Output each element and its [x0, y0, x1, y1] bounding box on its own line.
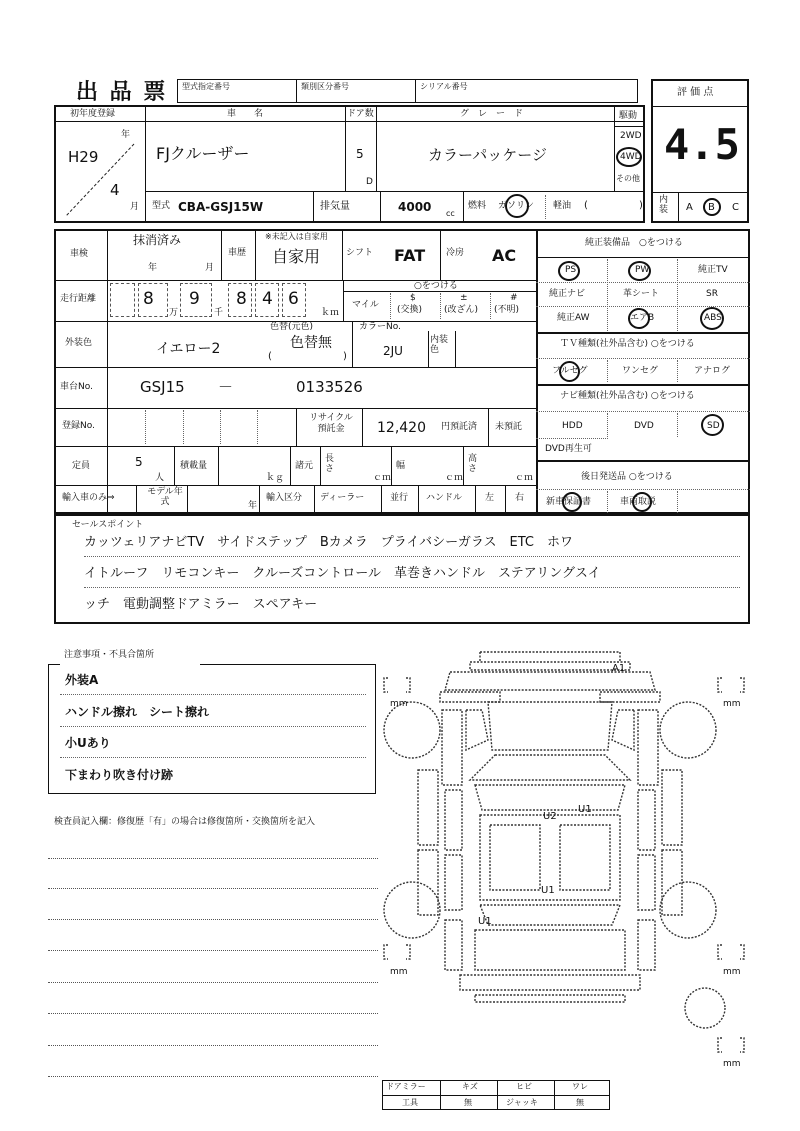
width-unit: ｃｍ	[445, 473, 464, 483]
tv-fullseg: フルセグ	[552, 366, 588, 376]
inspection-month-unit: 月	[205, 263, 215, 273]
mark-u2: U2	[543, 811, 557, 822]
equip-abs-circle	[700, 307, 724, 330]
grade-value: カラーパッケージ	[428, 146, 547, 164]
equip-ps: PS	[565, 265, 577, 275]
tv-title: ＴＶ種類(社外品含む) ○をつける	[560, 339, 695, 349]
fuel-paren-close: )	[639, 200, 643, 211]
height-label: 高さ	[468, 454, 478, 474]
car-damage-diagram	[380, 640, 760, 1080]
legend-crack: ヒビ	[516, 1082, 532, 1091]
mm-front-left: mm	[390, 699, 408, 709]
legend-break: ワレ	[572, 1082, 588, 1091]
month-unit: 月	[130, 202, 140, 212]
tv-oneseg: ワンセグ	[622, 366, 659, 376]
inspector-label: 検査員記入欄：修復歴「有」の場合は修復箇所・交換箇所を記入	[54, 817, 316, 827]
color-paren-close: )	[343, 351, 347, 362]
model-year-label: モデル年式	[147, 487, 183, 507]
mileage-label: 走行距離	[60, 294, 97, 304]
ac-value: AC	[492, 246, 517, 265]
fuel-label: 燃料	[468, 201, 487, 211]
drive-2wd: 2WD	[620, 131, 642, 141]
width-label: 幅	[396, 461, 406, 471]
sales-line-1: カッツェリアナビTV サイドステップ Bカメラ プライバシーガラス ETC ホワ	[84, 535, 573, 550]
import-dealer: ディーラー	[320, 493, 365, 503]
import-parallel: 並行	[390, 493, 409, 503]
equip-airbag-circle	[628, 308, 650, 329]
chassis-dash: －	[218, 378, 234, 396]
doors-label: ドア数	[347, 109, 374, 119]
nav-sd: SD	[707, 421, 720, 431]
color-paren-open: (	[268, 351, 272, 362]
interior-a: A	[686, 202, 693, 213]
nav-hdd: HDD	[562, 421, 583, 431]
model-label: 型式	[152, 201, 171, 211]
equip-aw: 純正AW	[557, 313, 590, 323]
inspection-value: 抹消済み	[133, 233, 182, 247]
color-no-value: 2JU	[383, 344, 403, 358]
import-label: 輸入車のみ⇒	[62, 493, 115, 503]
fuel-diesel: 軽油	[553, 201, 572, 211]
mark-u1-roof: U1	[578, 804, 592, 815]
drive-4wd-circle	[616, 147, 642, 167]
legend-jack: ジャッキ	[506, 1098, 538, 1107]
ac-label: 冷房	[446, 248, 465, 258]
ext-color-value: イエロー2	[156, 341, 221, 357]
drive-other: その他	[616, 174, 640, 183]
note-line-2: ハンドル擦れ シート擦れ	[65, 705, 210, 719]
equip-abs: ABS	[704, 313, 722, 323]
sales-line-3: ッチ 電動調整ドアミラー スペアキー	[84, 597, 318, 612]
height-unit: ｃｍ	[515, 473, 534, 483]
door-suffix: D	[366, 177, 373, 187]
eval-score: 4.5	[664, 120, 740, 169]
drive-label: 駆動	[619, 111, 638, 121]
history-note: ※未記入は自家用	[265, 232, 328, 241]
mileage-digit-1: 8	[143, 289, 154, 309]
circle-note: ○をつける	[414, 281, 458, 291]
unknown-option: (不明)	[494, 305, 520, 315]
docs-warranty-circle	[562, 492, 582, 512]
legend-scratch: キズ	[462, 1082, 478, 1091]
capacity-unit: 人	[155, 473, 165, 483]
chassis-prefix: GSJ15	[140, 378, 185, 396]
tv-fullseg-circle	[559, 361, 580, 382]
first-reg-month: 4	[110, 181, 120, 199]
mm-front-right: mm	[723, 699, 741, 709]
chassis-label: 車台No.	[60, 382, 93, 392]
model-code-label: 型式指定番号	[182, 82, 230, 91]
equipment-title: 純正装備品 ○をつける	[585, 238, 683, 248]
docs-title: 後日発送品 ○をつける	[581, 472, 673, 482]
dims-label: 諸元	[295, 461, 314, 471]
mark-a1: A1	[612, 663, 626, 674]
import-class-label: 輸入区分	[266, 493, 303, 503]
mark-u1-rear: U1	[541, 885, 555, 896]
inspection-label: 車検	[70, 249, 89, 259]
unit-km: ｋｍ	[321, 308, 340, 318]
note-line-4: 下まわり吹き付け跡	[65, 768, 174, 782]
mm-rear-right: mm	[723, 967, 741, 977]
displacement-value: 4000	[398, 200, 432, 214]
code-strip	[177, 79, 638, 103]
docs-manual: 車両取説	[620, 497, 657, 507]
history-value: 自家用	[272, 247, 321, 266]
length-unit: ｃｍ	[373, 473, 392, 483]
form-title: 出 品 票	[76, 80, 168, 105]
displacement-unit: cc	[446, 209, 455, 218]
fuel-gas: ガソリン	[498, 201, 535, 211]
recycle-unit: 円預託済	[441, 422, 478, 432]
recycle-value: 12,420	[377, 420, 426, 436]
mark-u1-side: U1	[478, 916, 492, 927]
tamper-sym: ±	[460, 293, 468, 303]
handle-left: 左	[485, 493, 495, 503]
equip-pw-circle	[628, 261, 651, 281]
mileage-digit-5: 6	[288, 289, 299, 309]
mileage-digit-3: 8	[236, 289, 247, 309]
color-no-label: カラーNo.	[359, 322, 401, 332]
note-line-3: 小Uあり	[65, 736, 111, 750]
fuel-gas-circle	[505, 194, 529, 218]
dvd-playback: DVD再生可	[545, 444, 592, 454]
equip-airbag: エアB	[630, 313, 655, 323]
legend-jack-value: 無	[576, 1098, 584, 1107]
interior-b: B	[708, 202, 715, 213]
date-slash	[60, 140, 140, 220]
capacity-value: 5	[135, 455, 143, 469]
ext-color-label: 外装色	[65, 338, 93, 348]
equip-sr: SR	[706, 289, 718, 299]
tv-analog: アナログ	[694, 366, 731, 376]
sales-label: セールスポイント	[72, 520, 144, 530]
shift-value: FAT	[394, 246, 426, 265]
nav-title: ナビ種類(社外品含む) ○をつける	[560, 391, 695, 401]
legend-tools: 工具	[402, 1098, 418, 1107]
interior-b-circle	[703, 198, 721, 216]
equip-leather: 革シート	[623, 289, 660, 299]
equip-ps-circle	[558, 261, 580, 281]
equip-tv: 純正TV	[698, 265, 728, 275]
shift-label: シフト	[346, 248, 374, 258]
note-line-1: 外装A	[65, 673, 99, 687]
length-label: 長さ	[325, 454, 335, 474]
sales-line-2: イトルーフ リモコンキー クルーズコントロール 革巻きハンドル ステアリングスイ	[84, 566, 601, 581]
load-label: 積載量	[180, 461, 208, 471]
mileage-digit-4: 4	[262, 289, 273, 309]
fuel-paren-open: (	[584, 200, 588, 211]
inspection-year-unit: 年	[148, 263, 158, 273]
class-code-label: 類別区分番号	[301, 82, 349, 91]
exchange-sym: $	[410, 293, 416, 303]
color-change-value: 色替無	[290, 335, 332, 351]
interior-c: C	[732, 202, 739, 213]
car-name-label: 車 名	[227, 109, 264, 119]
first-reg-label: 初年度登録	[70, 109, 116, 119]
notes-label: 注意事項・不具合箇所	[64, 650, 155, 660]
first-reg-year: H29	[68, 148, 99, 166]
doors-value: 5	[356, 147, 364, 161]
car-name: FJクルーザー	[156, 144, 250, 163]
equip-navi: 純正ナビ	[549, 289, 586, 299]
recycle-label: リサイクル預託金	[309, 413, 353, 434]
year-unit: 年	[121, 130, 131, 140]
drive-4wd: 4WD	[620, 152, 642, 162]
nav-dvd: DVD	[634, 421, 654, 431]
mileage-digit-2: 9	[189, 289, 200, 309]
serial-label: シリアル番号	[420, 82, 468, 91]
chassis-number: 0133526	[296, 378, 363, 396]
model-value: CBA-GSJ15W	[178, 200, 264, 214]
handle-right: 右	[515, 493, 525, 503]
unit-sen: 千	[214, 308, 224, 318]
unknown-sym: #	[510, 293, 518, 303]
recycle-unpaid: 未預託	[495, 422, 523, 432]
interior-label: 内装	[659, 195, 669, 215]
mm-rear-left: mm	[390, 967, 408, 977]
history-label: 車歴	[228, 248, 247, 258]
mile-option: マイル	[352, 300, 379, 310]
tamper-option: (改ざん)	[444, 305, 479, 315]
docs-manual-circle	[632, 492, 652, 512]
mm-spare: mm	[723, 1059, 741, 1069]
reg-no-label: 登録No.	[62, 421, 95, 431]
model-year-suffix: 年	[248, 501, 258, 511]
legend-mirror: ドアミラー	[386, 1082, 426, 1091]
int-color-label: 内装色	[430, 335, 449, 356]
handle-label: ハンドル	[426, 493, 463, 503]
nav-sd-circle	[701, 414, 724, 436]
capacity-label: 定員	[72, 461, 91, 471]
displacement-label: 排気量	[320, 201, 350, 212]
docs-warranty: 新車保証書	[546, 497, 592, 507]
eval-label: 評 価 点	[677, 87, 714, 98]
color-change-label: 色替(元色)	[270, 322, 314, 332]
load-unit: ｋｇ	[266, 473, 285, 483]
legend-tools-value: 無	[464, 1098, 472, 1107]
exchange-option: (交換)	[397, 305, 423, 315]
unit-man: 万	[169, 308, 179, 318]
equip-pw: PW	[635, 265, 650, 275]
grade-label: グ レ ー ド	[460, 109, 524, 119]
